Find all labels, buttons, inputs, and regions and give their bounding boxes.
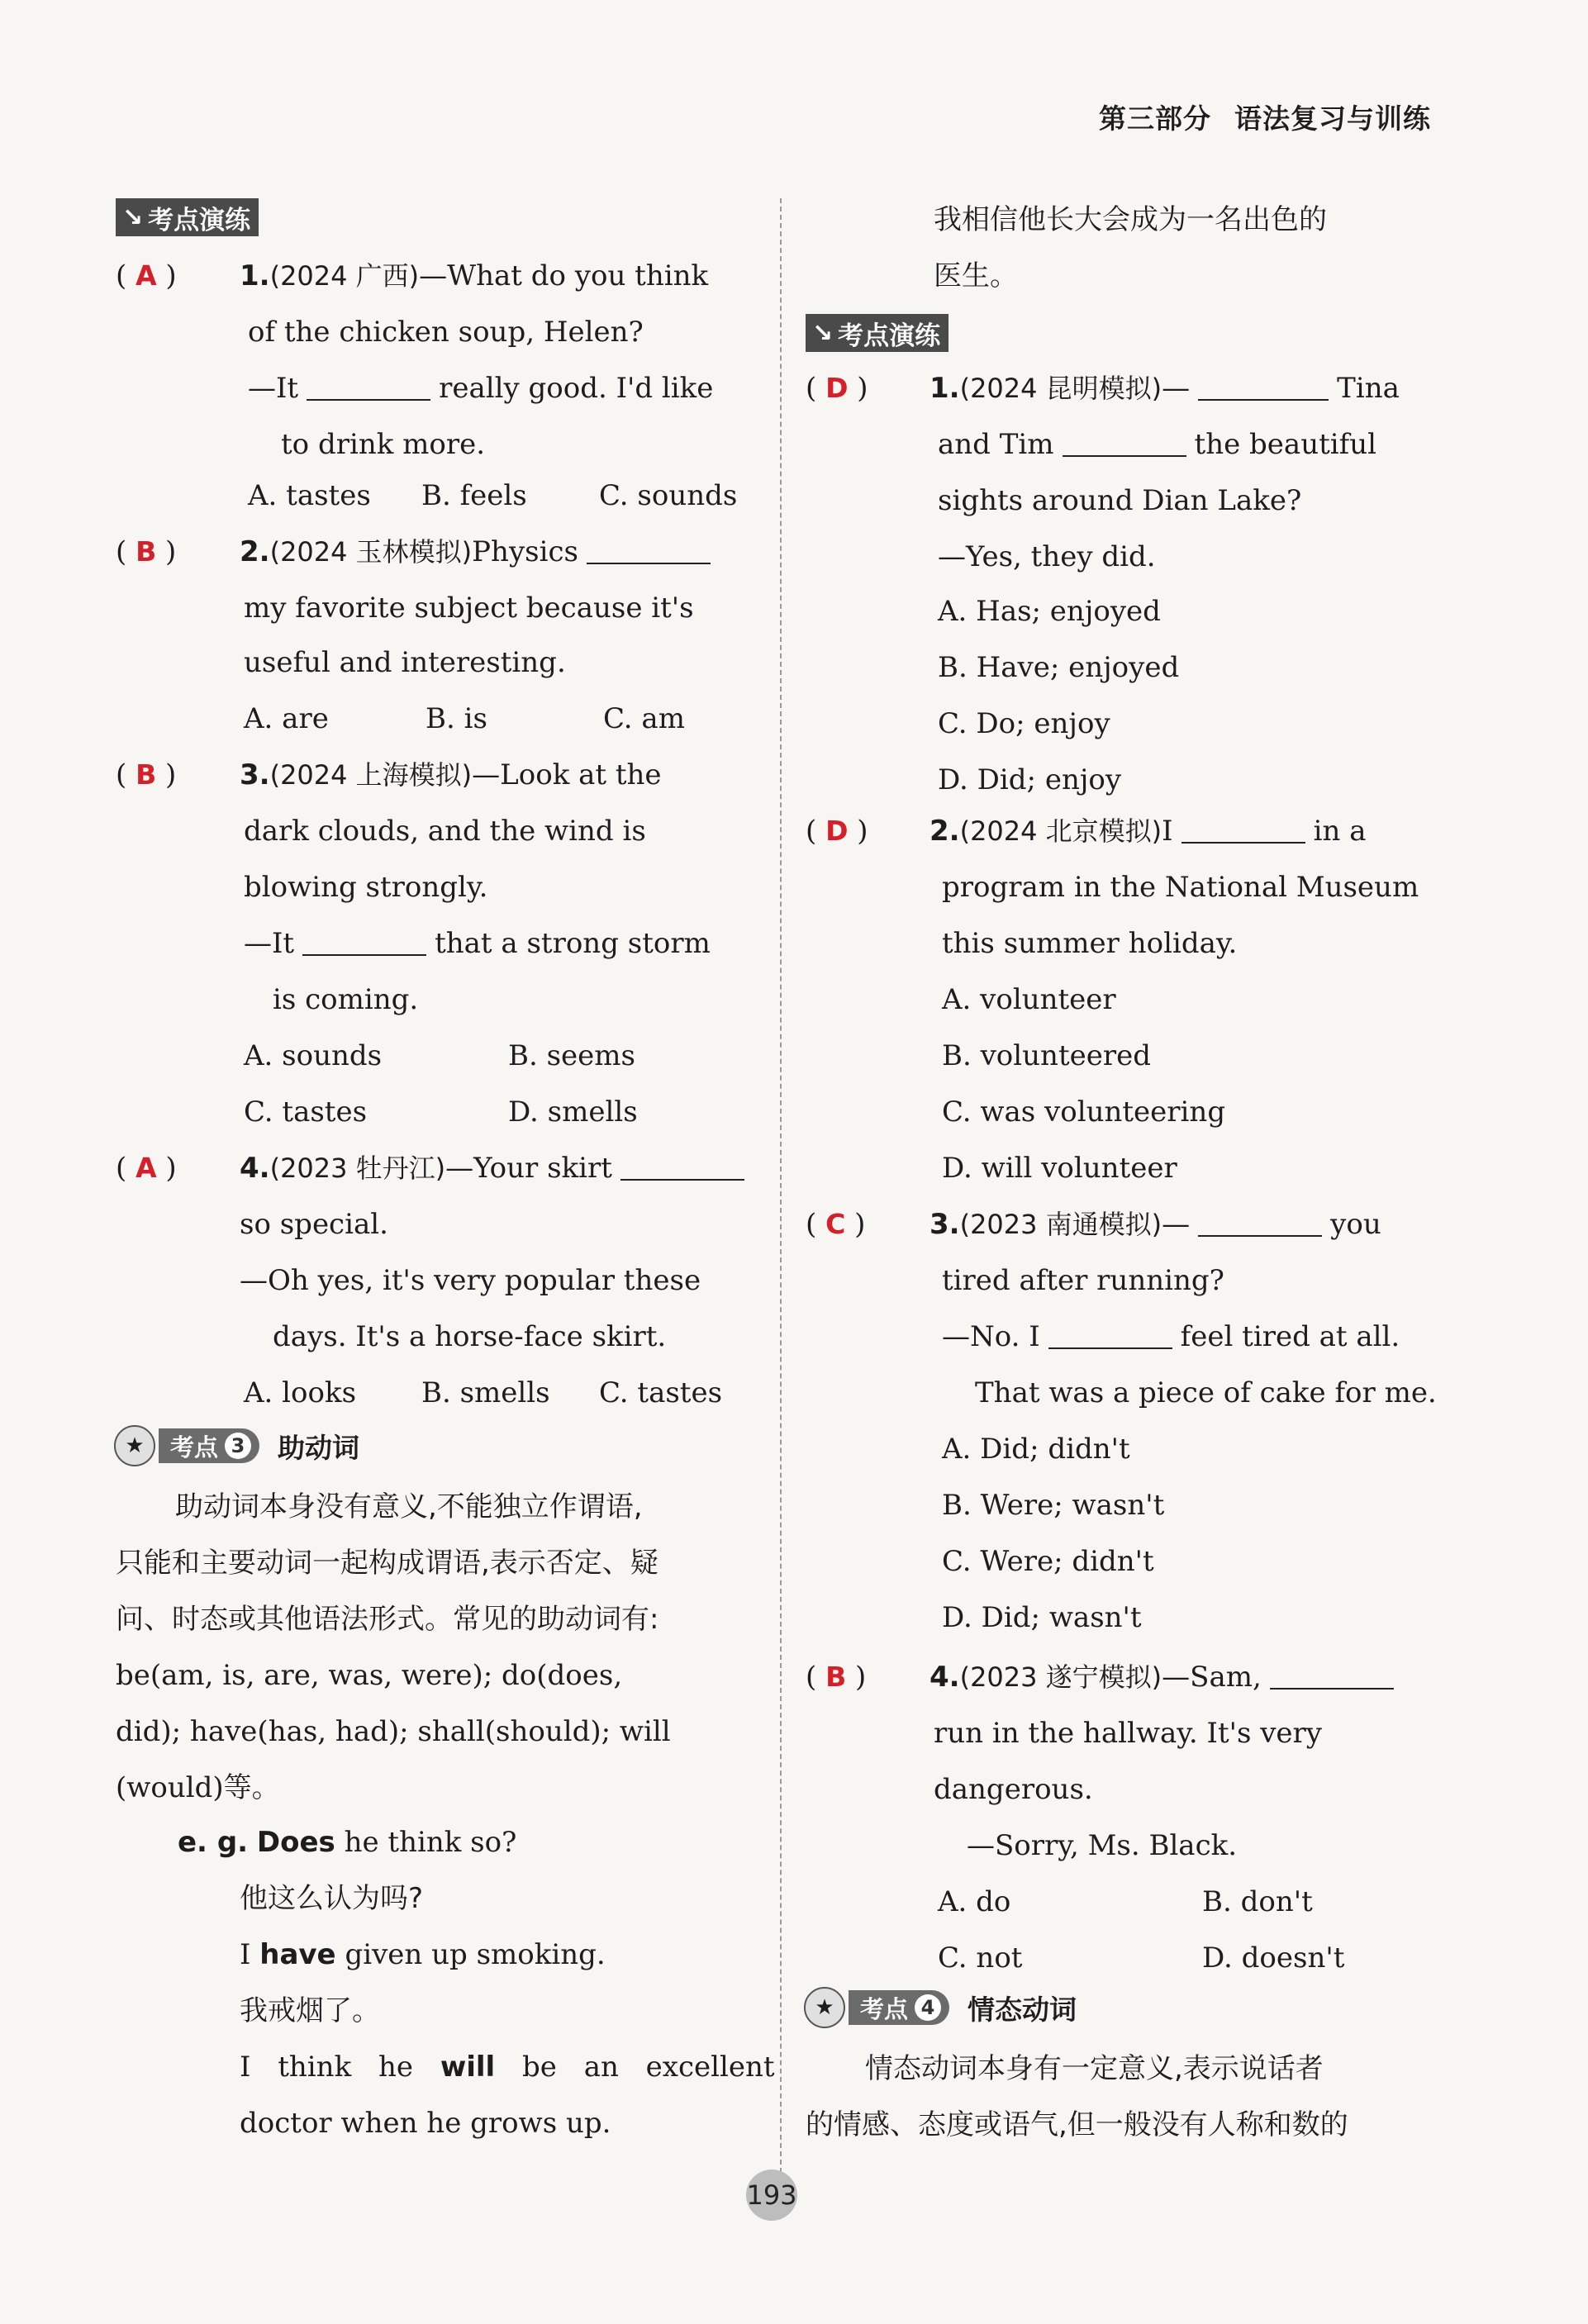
paragraph-line: did); have(has, had); shall(should); will [116,1715,671,1748]
option: C. Do; enjoy [938,707,1110,740]
arrow-icon: ↘ [812,318,834,348]
example-translation: 我戒烟了。 [240,1994,380,2027]
option: A. are [244,702,329,735]
option: B. volunteered [942,1039,1151,1072]
answer-blank [1270,1655,1394,1690]
answer-mark: B [136,535,157,568]
options [938,1874,1313,1930]
answer-blank [302,921,426,956]
option: B. don't [1202,1885,1313,1918]
question-line: useful and interesting. [244,646,566,679]
question-4: ( B ) 4.(2023 遂宁模拟)—Sam, [806,1649,1402,1705]
question-line: —Sorry, Ms. Black. [967,1829,1238,1862]
option: C. tastes [244,1095,368,1129]
question-line: dangerous. [934,1773,1093,1806]
header-title: 语法复习与训练 [1234,102,1431,135]
star-person-icon: ★ [114,1425,155,1466]
arrow-icon: ↘ [122,202,144,232]
answer-mark: D [825,372,849,404]
option: A. volunteer [942,983,1116,1016]
option: A. Did; didn't [942,1433,1130,1466]
page-header [1099,97,1431,136]
question-4: ( A ) 4.(2023 牡丹江)—Your skirt [116,1140,753,1196]
paragraph-line: 情态动词本身有一定意义,表示说话者 [865,2052,1324,2085]
options [244,1365,722,1421]
answer-mark: B [825,1661,847,1693]
option: C. am [603,702,685,735]
question-line: —Yes, they did. [938,540,1156,573]
answer-blank [1198,1202,1322,1237]
option: D. Did; wasn't [942,1601,1142,1634]
paragraph-line: 医生。 [934,259,1018,292]
answer-blank [587,530,711,564]
options [938,1930,1344,1986]
option: A. sounds [244,1039,383,1072]
option: B. Have; enjoyed [938,651,1180,684]
question-1: ( D ) 1.(2024 昆明模拟)— Tina [806,360,1400,416]
question-line: blowing strongly. [244,871,488,904]
question-line: this summer holiday. [942,927,1238,960]
question-line: and Tim the beautiful [938,416,1376,473]
answer-mark: A [136,1152,157,1184]
paragraph-line: (would)等。 [116,1771,280,1804]
question-line: so special. [240,1208,388,1241]
section-title: 助动词 [278,1431,360,1464]
question-line: is coming. [273,983,419,1016]
section-heading-kd3: ★ 考点 3 助动词 [114,1423,359,1469]
option: B. is [426,702,487,735]
answer-mark: D [825,815,849,847]
practice-badge: ↘ 考点演练 [116,198,259,236]
question-line: —Oh yes, it's very popular these [240,1264,701,1297]
option: A. do [938,1885,1011,1918]
question-line: run in the hallway. It's very [934,1717,1323,1750]
page-number: 193 [746,2170,797,2221]
option: D. smells [508,1095,638,1129]
question-line: tired after running? [942,1264,1224,1297]
question-1: ( A ) 1.(2024 广西)—What do you think [116,259,709,292]
example-1: e. g. Does he think so? [178,1826,517,1859]
paragraph-line: 助动词本身没有意义,不能独立作谓语, [175,1490,643,1523]
question-line: days. It's a horse-face skirt. [273,1320,667,1353]
practice-badge: ↘ 考点演练 [806,314,949,352]
options [248,468,737,524]
option: A. tastes [248,479,371,512]
question-line: That was a piece of cake for me. [975,1376,1437,1409]
section-title: 情态动词 [968,1993,1077,2026]
star-person-icon: ★ [804,1987,845,2028]
question-line: to drink more. [281,428,486,461]
option: C. not [938,1941,1023,1975]
option: A. looks [244,1376,357,1409]
answer-blank [1181,809,1305,844]
question-line: my favorite subject because it's [244,592,694,625]
answer-mark: C [825,1208,846,1240]
options [244,1084,638,1140]
header-part: 第三部分 [1099,102,1211,135]
question-3: ( B ) 3.(2024 上海模拟)—Look at the [116,758,662,791]
paragraph-line: be(am, is, are, was, were); do(does, [116,1659,623,1692]
question-3: ( C ) 3.(2023 南通模拟)— you [806,1196,1381,1252]
option: B. Were; wasn't [942,1489,1165,1522]
option: C. Were; didn't [942,1545,1154,1578]
example-translation: 他这么认为吗? [240,1882,424,1915]
answer-blank [307,366,430,401]
option: C. sounds [599,479,738,512]
question-line: —It that a strong storm [244,915,711,972]
answer-mark: B [136,758,157,791]
options [244,1028,635,1084]
paragraph-line: 我相信他长大会成为一名出色的 [934,203,1327,236]
question-2: ( B ) 2.(2024 玉林模拟)Physics [116,524,719,580]
section-heading-kd4: ★ 考点 4 情态动词 [804,1984,1077,2031]
option: B. feels [421,479,527,512]
example-2: I have given up smoking. [240,1938,606,1971]
option: D. will volunteer [942,1152,1177,1185]
question-line: —No. I feel tired at all. [942,1309,1400,1365]
example-3: I think he will be an excellent [240,2051,775,2084]
options [244,691,685,747]
question-line: of the chicken soup, Helen? [248,316,644,349]
option: C. tastes [599,1376,723,1409]
question-line: program in the National Museum [942,871,1419,904]
question-line: dark clouds, and the wind is [244,815,646,848]
option: D. Did; enjoy [938,763,1122,796]
question-2: ( D ) 2.(2024 北京模拟)I in a [806,803,1366,859]
option: A. Has; enjoyed [938,595,1161,628]
paragraph-line: 的情感、态度或语气,但一般没有人称和数的 [806,2108,1348,2141]
answer-blank [1063,422,1186,457]
option: B. seems [508,1039,635,1072]
example-line: doctor when he grows up. [240,2107,611,2140]
answer-blank [1198,366,1329,401]
option: D. doesn't [1202,1941,1345,1975]
answer-blank [1048,1314,1172,1349]
answer-blank [620,1146,744,1181]
paragraph-line: 问、时态或其他语法形式。常见的助动词有: [116,1603,659,1636]
answer-mark: A [136,259,157,292]
option: B. smells [421,1376,550,1409]
paragraph-line: 只能和主要动词一起构成谓语,表示否定、疑 [116,1547,658,1580]
column-divider [780,198,782,2173]
question-line: sights around Dian Lake? [938,484,1302,517]
option: C. was volunteering [942,1095,1226,1129]
question-line: —It really good. I'd like [248,360,713,416]
